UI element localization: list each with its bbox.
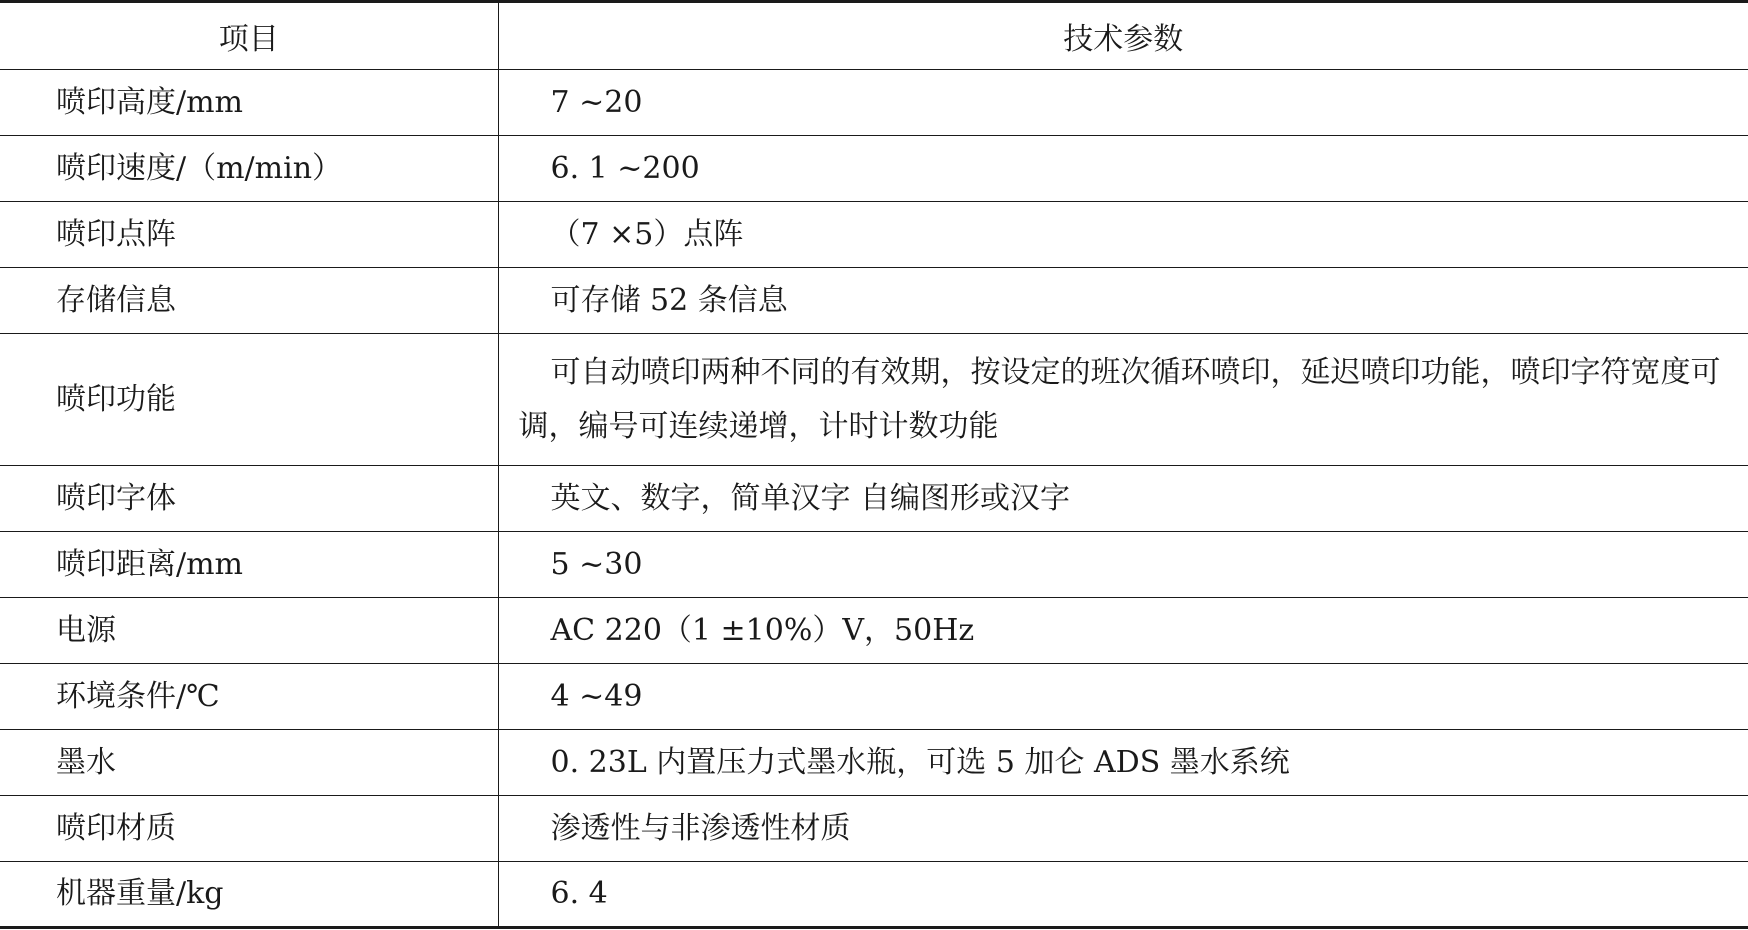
row-value-text: 4 ~49 (550, 678, 643, 714)
row-value-text: 7 ~20 (550, 84, 643, 120)
header-tech-params: 技术参数 (498, 2, 1748, 70)
row-value (498, 334, 1748, 466)
row-value (498, 202, 1748, 268)
row-value (498, 796, 1748, 862)
row-item: 喷印距离/mm (0, 532, 498, 598)
row-value (498, 598, 1748, 664)
row-item: 机器重量/kg (0, 862, 498, 928)
row-value (498, 664, 1748, 730)
row-value (498, 70, 1748, 136)
row-value (498, 136, 1748, 202)
row-value-text: 5 ~30 (550, 546, 643, 582)
table-row (0, 796, 1748, 862)
row-value-text: 英文、数字，简单汉字 自编图形或汉字 (550, 480, 1071, 516)
row-item: 环境条件/℃ (0, 664, 498, 730)
table-row (0, 532, 1748, 598)
row-value (498, 466, 1748, 532)
row-item: 喷印材质 (0, 796, 498, 862)
row-item: 电源 (0, 598, 498, 664)
row-value (498, 862, 1748, 928)
row-value-text: 6. 1 ~200 (550, 150, 700, 186)
row-item: 喷印高度/mm (0, 70, 498, 136)
table-row (0, 598, 1748, 664)
table-row (0, 730, 1748, 796)
table-row (0, 664, 1748, 730)
row-value-text: 可自动喷印两种不同的有效期，按设定的班次循环喷印，延迟喷印功能，喷印字符宽度可调，编号可连续递增，计时计数功能 (518, 354, 1721, 444)
row-value-text: 可存储 52 条信息 (550, 282, 788, 318)
row-item: 墨水 (0, 730, 498, 796)
table-row (0, 334, 1748, 466)
row-value-text: （7 ×5）点阵 (550, 216, 744, 252)
table-row (0, 70, 1748, 136)
row-value (498, 730, 1748, 796)
table-row (0, 268, 1748, 334)
row-item: 喷印点阵 (0, 202, 498, 268)
table-row (0, 862, 1748, 928)
table-row (0, 202, 1748, 268)
row-item: 喷印速度/（m/min） (0, 136, 498, 202)
row-value-text: 6. 4 (550, 876, 608, 911)
row-item: 喷印字体 (0, 466, 498, 532)
row-value-text: 渗透性与非渗透性材质 (550, 810, 851, 846)
row-item: 喷印功能 (0, 334, 498, 466)
table-row (0, 136, 1748, 202)
row-value (498, 268, 1748, 334)
header-item: 项目 (0, 2, 498, 70)
header-row (0, 2, 1748, 70)
row-value-text: AC 220（1 ±10%）V，50Hz (550, 612, 975, 648)
row-value-text: 0. 23L 内置压力式墨水瓶，可选 5 加仑 ADS 墨水系统 (550, 744, 1290, 780)
row-value (498, 532, 1748, 598)
table-row (0, 466, 1748, 532)
row-item: 存储信息 (0, 268, 498, 334)
